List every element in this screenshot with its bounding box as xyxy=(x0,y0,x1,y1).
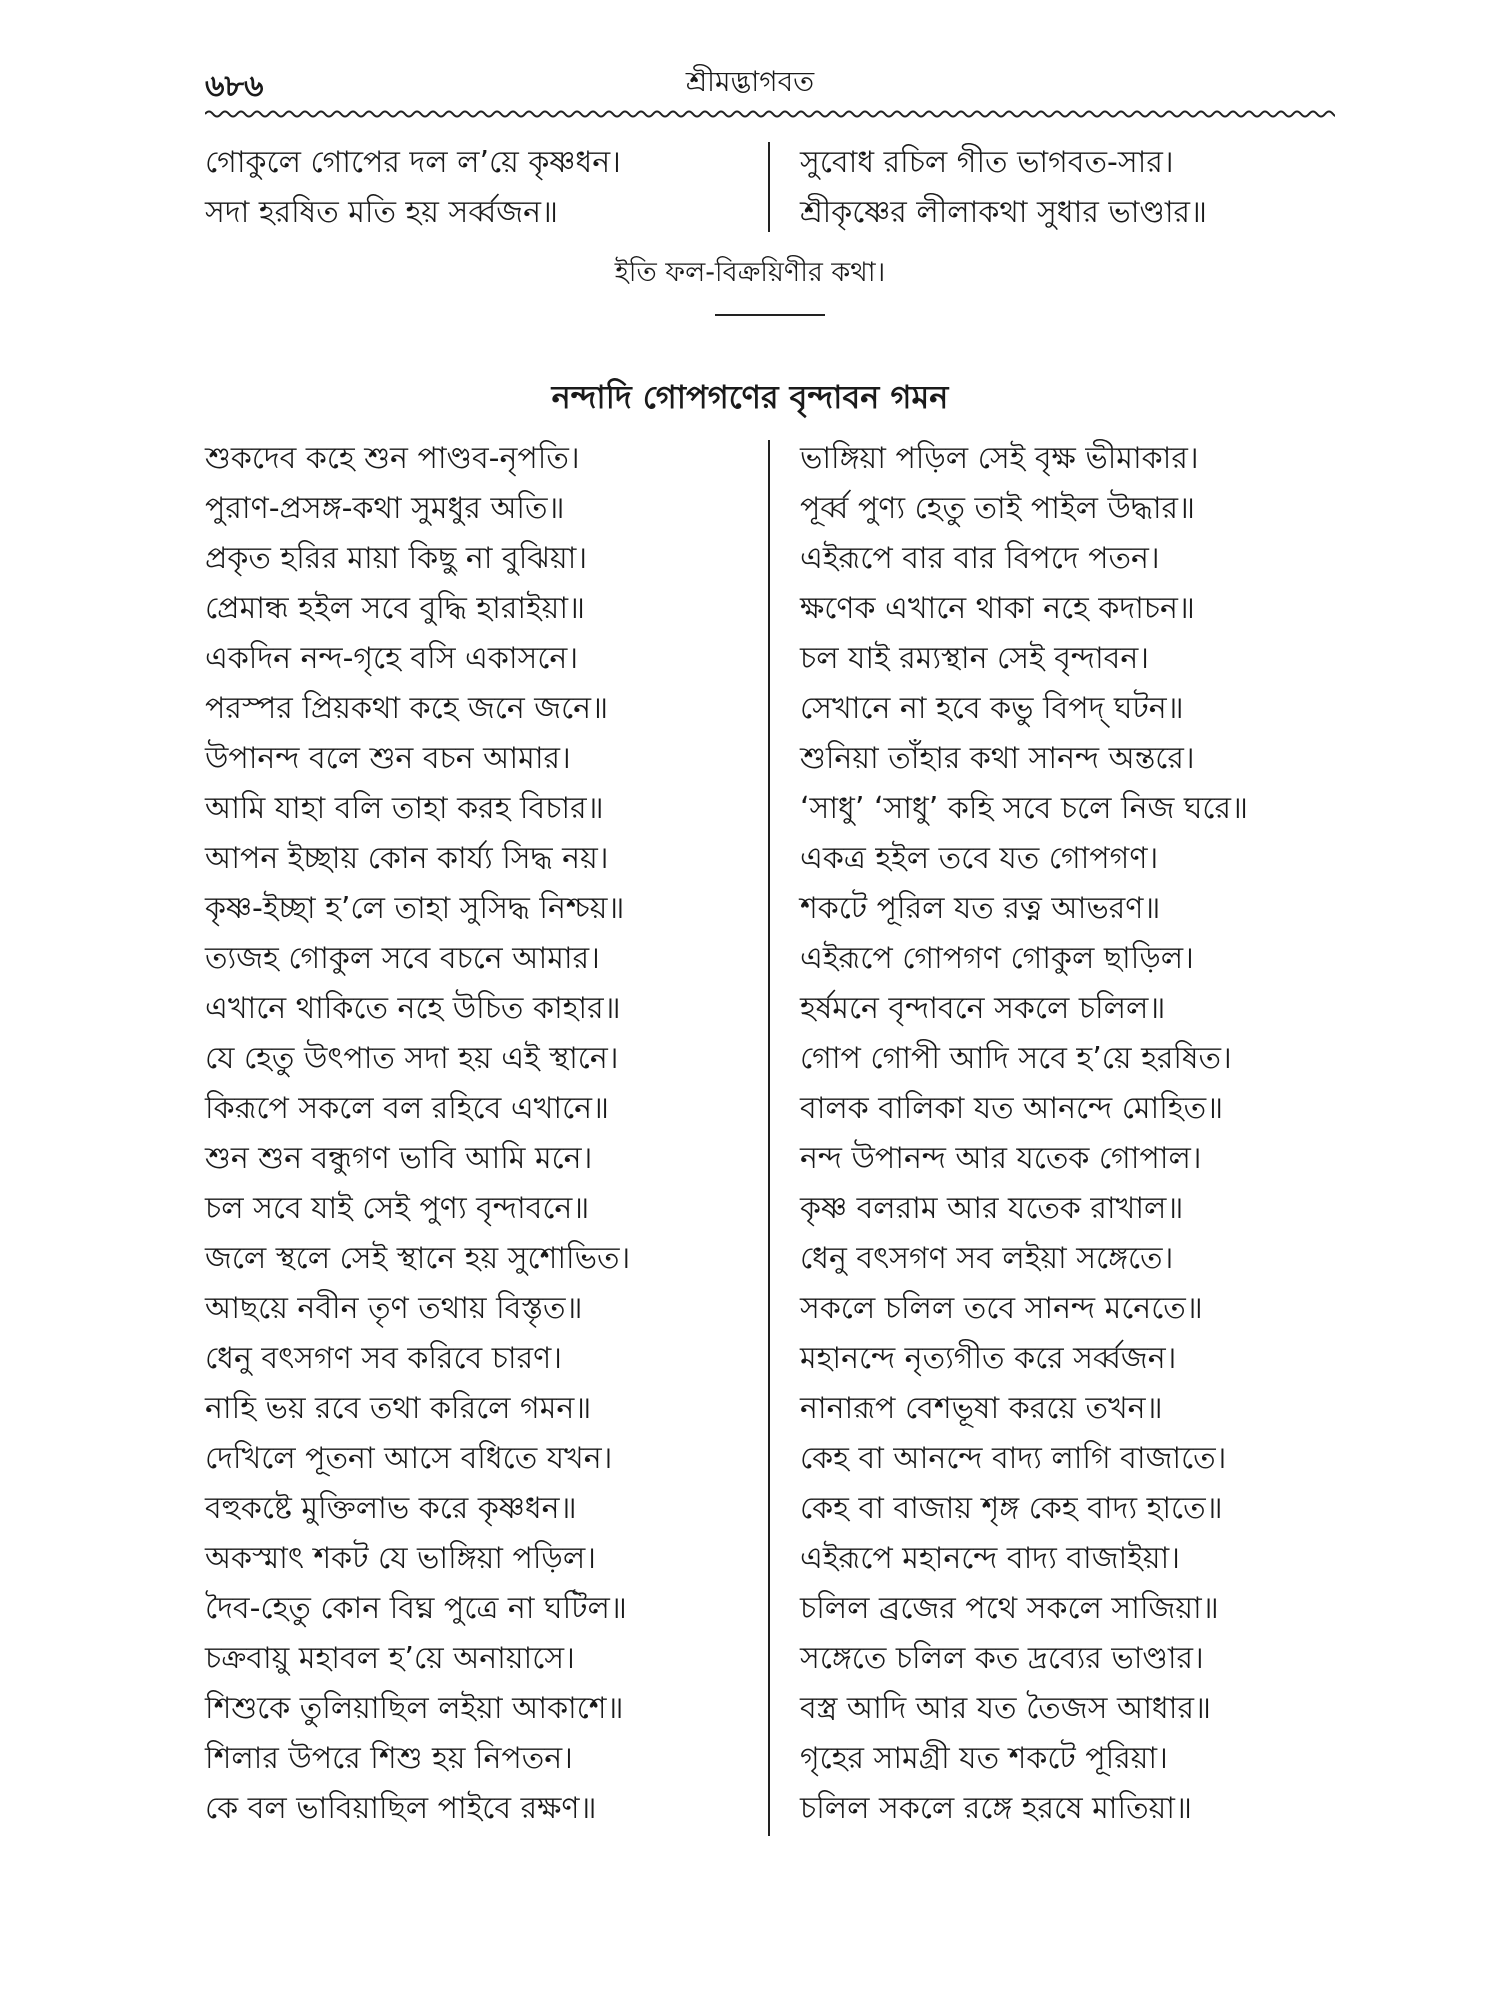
verse-line: এখানে থাকিতে নহে উচিত কাহার॥ xyxy=(205,991,621,1026)
verse-line: সদা হরষিত মতি হয় সর্ব্বজন॥ xyxy=(205,195,558,230)
verse-line: শিলার উপরে শিশু হয় নিপতন। xyxy=(205,1741,573,1776)
column-divider-main xyxy=(768,440,770,1836)
verse-line: দেখিলে পূতনা আসে বধিতে যখন। xyxy=(205,1441,613,1476)
verse-line: একদিন নন্দ-গৃহে বসি একাসনে। xyxy=(205,641,579,676)
verse-line: এইরূপে গোপগণ গোকুল ছাড়িল। xyxy=(800,941,1194,976)
verse-line: কৃষ্ণ-ইচ্ছা হ’লে তাহা সুসিদ্ধ নিশ্চয়॥ xyxy=(205,891,625,926)
verses-left-column xyxy=(205,434,630,1834)
verse-line: আমি যাহা বলি তাহা করহ বিচার॥ xyxy=(205,791,604,826)
verse-line: শুকদেব কহে শুন পাণ্ডব-নৃপতি। xyxy=(205,441,580,476)
running-title: শ্রীমদ্ভাগবত xyxy=(685,65,815,98)
verse-line: মহানন্দে নৃত্যগীত করে সর্ব্বজন। xyxy=(800,1341,1177,1376)
verse-line: শকটে পূরিল যত রত্ন আভরণ॥ xyxy=(800,891,1161,926)
colophon: ইতি ফল-বিক্রয়িণীর কথা। xyxy=(614,257,886,288)
verse-line: হর্ষমনে বৃন্দাবনে সকলে চলিল॥ xyxy=(800,991,1166,1026)
verse-line: কেহ বা আনন্দে বাদ্য লাগি বাজাতে। xyxy=(800,1441,1227,1476)
verse-line: ‘সাধু’ ‘সাধু’ কহি সবে চলে নিজ ঘরে॥ xyxy=(800,791,1248,826)
verse-line: কেহ বা বাজায় শৃঙ্গ কেহ বাদ্য হাতে॥ xyxy=(800,1491,1223,1526)
verse-line: চল সবে যাই সেই পুণ্য বৃন্দাবনে॥ xyxy=(205,1191,590,1226)
verse-line: উপানন্দ বলে শুন বচন আমার। xyxy=(205,741,571,776)
verse-line: গোকুলে গোপের দল ল’য়ে কৃষ্ণধন। xyxy=(205,145,621,180)
column-divider-top xyxy=(768,142,770,232)
verse-line: সুবোধ রচিল গীত ভাগবত-সার। xyxy=(800,145,1174,180)
verses-right-column xyxy=(800,434,1248,1834)
verse-line: যে হেতু উৎপাত সদা হয় এই স্থানে। xyxy=(205,1041,619,1076)
section-heading: নন্দাদি গোপগণের বৃন্দাবন গমন xyxy=(551,378,949,416)
verse-line: শিশুকে তুলিয়াছিল লইয়া আকাশে॥ xyxy=(205,1691,624,1726)
verse-line: আছয়ে নবীন তৃণ তথায় বিস্তৃত॥ xyxy=(205,1291,583,1326)
verse-line: বহুকষ্টে মুক্তিলাভ করে কৃষ্ণধন॥ xyxy=(205,1491,577,1526)
page-number: ৬৮৬ xyxy=(205,69,264,104)
section-separator xyxy=(715,314,825,316)
verse-line: কে বল ভাবিয়াছিল পাইবে রক্ষণ॥ xyxy=(205,1791,597,1826)
verse-line: আপন ইচ্ছায় কোন কার্য্য সিদ্ধ নয়। xyxy=(205,841,609,876)
verse-line: কৃষ্ণ বলরাম আর যতেক রাখাল॥ xyxy=(800,1191,1184,1226)
verse-line: পরস্পর প্রিয়কথা কহে জনে জনে॥ xyxy=(205,691,609,726)
verse-line: ধেনু বৎসগণ সব করিবে চারণ। xyxy=(205,1341,562,1376)
verse-line: একত্র হইল তবে যত গোপগণ। xyxy=(800,841,1159,876)
verse-line: শুন শুন বন্ধুগণ ভাবি আমি মনে। xyxy=(205,1141,593,1176)
verse-line: সকলে চলিল তবে সানন্দ মনেতে॥ xyxy=(800,1291,1203,1326)
verse-line: পূর্ব্ব পুণ্য হেতু তাই পাইল উদ্ধার॥ xyxy=(800,491,1196,526)
verse-line: গৃহের সামগ্রী যত শকটে পূরিয়া। xyxy=(800,1741,1168,1776)
verse-line: গোপ গোপী আদি সবে হ’য়ে হরষিত। xyxy=(800,1041,1232,1076)
verse-line: দৈব-হেতু কোন বিঘ্ন পুত্রে না ঘটিল॥ xyxy=(205,1591,627,1626)
verse-line: ক্ষণেক এখানে থাকা নহে কদাচন॥ xyxy=(800,591,1195,626)
verse-line: ভাঙ্গিয়া পড়িল সেই বৃক্ষ ভীমাকার। xyxy=(800,441,1199,476)
verse-line: নাহি ভয় রবে তথা করিলে গমন॥ xyxy=(205,1391,592,1426)
verse-line: প্রকৃত হরির মায়া কিছু না বুঝিয়া। xyxy=(205,541,588,576)
verse-line: পুরাণ-প্রসঙ্গ-কথা সুমধুর অতি॥ xyxy=(205,491,565,526)
verse-line: সেখানে না হবে কভু বিপদ্ ঘটন॥ xyxy=(800,691,1184,726)
verse-line: বালক বালিকা যত আনন্দে মোহিত॥ xyxy=(800,1091,1224,1126)
verse-line: নানারূপ বেশভূষা করয়ে তখন॥ xyxy=(800,1391,1163,1426)
verse-line: জলে স্থলে সেই স্থানে হয় সুশোভিত। xyxy=(205,1241,631,1276)
verse-line: ধেনু বৎসগণ সব লইয়া সঙ্গেতে। xyxy=(800,1241,1174,1276)
verse-line: চলিল ব্রজের পথে সকলে সাজিয়া॥ xyxy=(800,1591,1219,1626)
verse-line: চল যাই রম্যস্থান সেই বৃন্দাবন। xyxy=(800,641,1149,676)
verse-line: শ্রীকৃষ্ণের লীলাকথা সুধার ভাণ্ডার॥ xyxy=(800,195,1208,230)
verse-line: অকস্মাৎ শকট যে ভাঙ্গিয়া পড়িল। xyxy=(205,1541,596,1576)
top-verses-left xyxy=(205,138,621,238)
verse-line: কিরূপে সকলে বল রহিবে এখানে॥ xyxy=(205,1091,609,1126)
top-verses-right xyxy=(800,138,1207,238)
verse-line: এইরূপে বার বার বিপদে পতন। xyxy=(800,541,1160,576)
verse-line: শুনিয়া তাঁহার কথা সানন্দ অন্তরে। xyxy=(800,741,1195,776)
verse-line: প্রেমান্ধ হইল সবে বুদ্ধি হারাইয়া॥ xyxy=(205,591,586,626)
verse-line: ত্যজহ গোকুল সবে বচনে আমার। xyxy=(205,941,600,976)
verse-line: চলিল সকলে রঙ্গে হরষে মাতিয়া॥ xyxy=(800,1791,1192,1826)
verse-line: চক্রবায়ু মহাবল হ’য়ে অনায়াসে। xyxy=(205,1641,575,1676)
verse-line: এইরূপে মহানন্দে বাদ্য বাজাইয়া। xyxy=(800,1541,1180,1576)
verse-line: বস্ত্র আদি আর যত তৈজস আধার॥ xyxy=(800,1691,1211,1726)
wavy-rule-divider xyxy=(205,108,1335,120)
verse-line: সঙ্গেতে চলিল কত দ্রব্যের ভাণ্ডার। xyxy=(800,1641,1204,1676)
verse-line: নন্দ উপানন্দ আর যতেক গোপাল। xyxy=(800,1141,1202,1176)
